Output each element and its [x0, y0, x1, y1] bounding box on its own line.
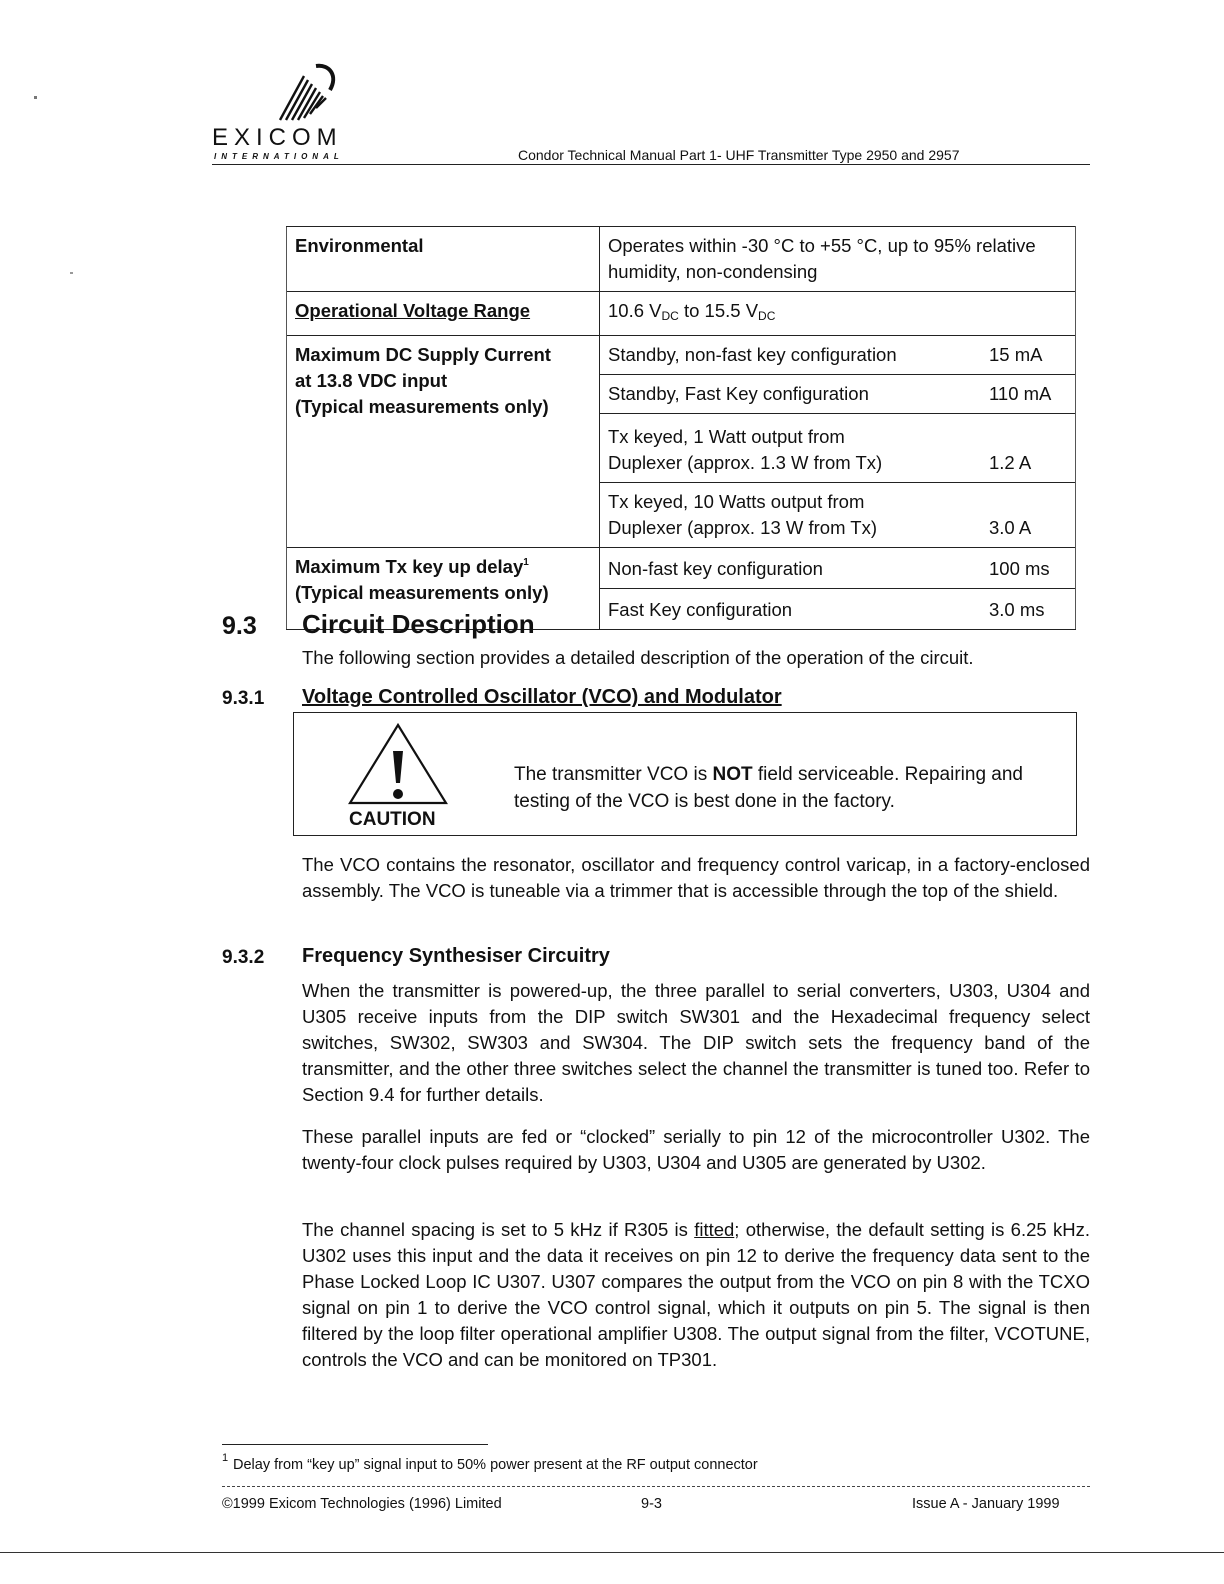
- subsection-number: 9.3.2: [222, 947, 265, 968]
- environmental-value: Operates within -30 °C to +55 °C, up to 95% relative humidity, non-condensing: [600, 227, 1076, 292]
- voltage-sub-2: DC: [758, 309, 776, 323]
- footnote-mark: 1: [222, 1452, 229, 1464]
- delay-desc: Fast Key configuration: [600, 589, 982, 630]
- footnote-ref: 1: [523, 557, 529, 568]
- subsection-title: Frequency Synthesiser Circuitry: [302, 945, 610, 967]
- current-desc-line-1: Tx keyed, 10 Watts output from: [608, 491, 865, 512]
- header-title: Condor Technical Manual Part 1- UHF Transmitter Type 2950 and 2957: [518, 147, 960, 163]
- current-label-line-1: Maximum DC Supply Current: [295, 344, 551, 365]
- brand-subtitle: INTERNATIONAL: [214, 152, 344, 161]
- current-desc-line-2: Duplexer (approx. 1.3 W from Tx): [608, 452, 883, 473]
- current-value: 110 mA: [981, 375, 1076, 414]
- delay-value: 100 ms: [981, 548, 1076, 589]
- table-row: [287, 336, 1076, 375]
- caution-text-b: field serviceable. Repairing and testing of the VCO is best done in the factory.: [514, 764, 1023, 812]
- subsection-number: 9.3.1: [222, 688, 265, 709]
- environmental-label: Environmental: [287, 227, 600, 292]
- synth-paragraph-1: When the transmitter is powered-up, the three parallel to serial converters, U303, U304 and U305 receive inputs from the DIP switch SW301 and the Hexadecimal frequency select switches, SW302, SW303 and SW304. The DIP switch sets the frequency band of the transmitter, and the other three switches select the channel the transmitter is tuned too. Refer to Section 9.4 for further details.: [302, 980, 1090, 1105]
- footer-issue: Issue A - January 1999: [912, 1496, 1060, 1512]
- footnote-rule: [222, 1444, 488, 1445]
- footnote-text: Delay from “key up” signal input to 50% power present at the RF output connector: [233, 1457, 758, 1473]
- current-value: 15 mA: [981, 336, 1076, 375]
- footer-rule: [222, 1486, 1090, 1487]
- synth-paragraph-3-a: The channel spacing is set to 5 kHz if R305 is: [302, 1219, 695, 1240]
- synth-paragraph-3-underlined: fitted: [694, 1219, 735, 1240]
- delay-label-line-2: (Typical measurements only): [295, 582, 549, 603]
- current-desc: Standby, Fast Key configuration: [600, 375, 982, 414]
- synth-paragraph-2: These parallel inputs are fed or “clocked” serially to pin 12 of the microcontroller U302. The twenty-four clock pulses required by U303, U304 and U305 are generated by U302.: [302, 1126, 1090, 1173]
- current-value: 3.0 A: [981, 483, 1076, 548]
- caution-text: [514, 761, 1074, 815]
- table-row: [287, 548, 1076, 589]
- caution-text-a: The transmitter VCO is: [514, 764, 713, 785]
- caution-label: CAUTION: [349, 809, 436, 830]
- warning-triangle-icon: [346, 721, 450, 807]
- delay-desc: Non-fast key configuration: [600, 548, 982, 589]
- exicom-logo: [212, 60, 372, 164]
- voltage-to: to 15.5 V: [678, 300, 759, 321]
- delay-value: 3.0 ms: [981, 589, 1076, 630]
- current-desc: [600, 483, 982, 548]
- section-intro: The following section provides a detailed description of the operation of the circuit.: [302, 647, 974, 668]
- voltage-label: [287, 292, 600, 336]
- voltage-from: 10.6 V: [608, 300, 662, 321]
- spec-table: [286, 226, 1076, 630]
- brand-name: EXICOM: [212, 124, 343, 151]
- current-value: 1.2 A: [981, 414, 1076, 483]
- vco-paragraph: The VCO contains the resonator, oscillator and frequency control varicap, in a factory-enclosed assembly. The VCO is tuneable via a trimmer that is accessible through the top of the shield.: [302, 854, 1090, 901]
- section-number: 9.3: [222, 612, 257, 640]
- section-title: Circuit Description: [302, 609, 535, 639]
- table-row: [287, 292, 1076, 336]
- synth-paragraph-3-b: ; otherwise, the default setting is 6.25 kHz. U302 uses this input and the data it receives on pin 12 to derive the frequency data sent to the Phase Locked Loop IC U307. U307 compares the output from the VCO on pin 8 with the TCXO signal on pin 1 to derive the VCO control signal, which it outputs on pin 5. The signal is then filtered by the loop filter operational amplifier U308. The output signal from the filter, VCOTUNE, controls the VCO and can be monitored on TP301.: [302, 1219, 1090, 1370]
- synth-paragraph-3: [302, 1217, 1090, 1373]
- current-label-line-2: at 13.8 VDC input: [295, 370, 448, 391]
- voltage-sub-1: DC: [661, 309, 679, 323]
- scan-speck: [34, 96, 37, 99]
- footer-copyright: ©1999 Exicom Technologies (1996) Limited: [222, 1496, 502, 1512]
- caution-box: [293, 712, 1077, 836]
- current-desc-line-1: Tx keyed, 1 Watt output from: [608, 426, 845, 447]
- logo-mark-icon: [252, 60, 352, 126]
- delay-label-line-1: [295, 554, 591, 580]
- table-row: [287, 227, 1076, 292]
- caution-text-emphasis: NOT: [712, 764, 753, 785]
- header-rule: [212, 164, 1090, 165]
- subsection-title: Voltage Controlled Oscillator (VCO) and Modulator: [302, 686, 782, 708]
- voltage-value: [600, 292, 1076, 336]
- current-label: [287, 336, 600, 548]
- voltage-label-text: Operational Voltage Range: [295, 300, 531, 321]
- current-desc: Standby, non-fast key configuration: [600, 336, 982, 375]
- current-label-line-3: (Typical measurements only): [295, 396, 549, 417]
- current-desc-line-2: Duplexer (approx. 13 W from Tx): [608, 517, 878, 538]
- page-number: 9-3: [641, 1496, 662, 1512]
- current-desc: [600, 414, 982, 483]
- delay-label-text: Maximum Tx key up delay: [295, 556, 524, 577]
- scan-speck: [70, 272, 73, 274]
- scan-bottom-edge: [0, 1552, 1224, 1553]
